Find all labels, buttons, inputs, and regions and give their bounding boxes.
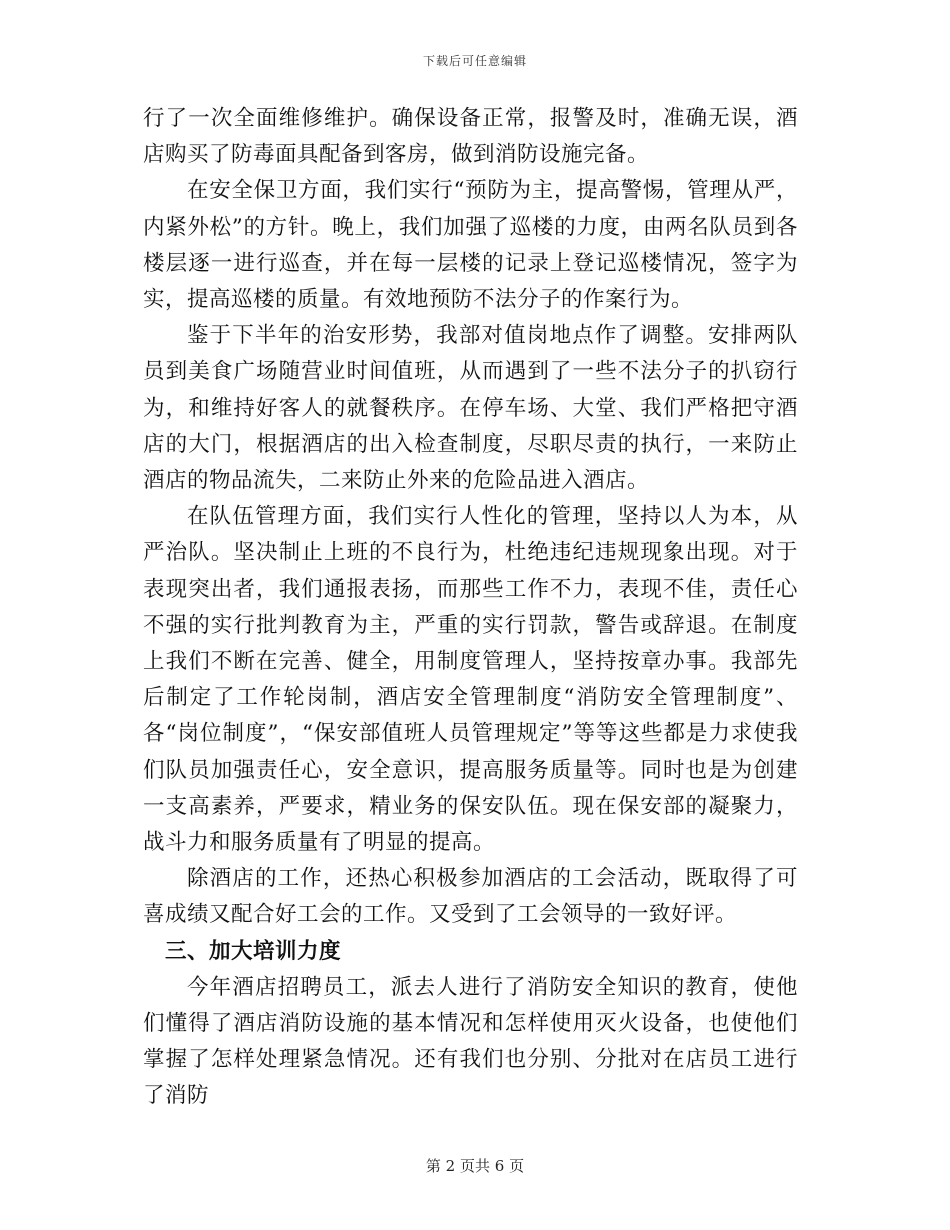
body-paragraph-2: 在安全保卫方面，我们实行“预防为主，提高警惕，管理从严，内紧外松”的方针。晚上，我们加强了巡楼的力度，由两名队员到各楼层逐一进行巡查，并在每一层楼的记录上登记巡楼情况，签字为实，提高巡楼的质量。有效地预防不法分子的作案行为。	[143, 178, 798, 313]
body-paragraph-6: 今年酒店招聘员工，派去人进行了消防安全知识的教育，使他们懂得了酒店消防设施的基本情况和怎样使用灭火设备，也使他们掌握了怎样处理紧急情况。还有我们也分别、分批对在店员工进行了消防	[143, 974, 798, 1109]
body-paragraph-4: 在队伍管理方面，我们实行人性化的管理，坚持以人为本，从严治队。坚决制止上班的不良行为，杜绝违纪违规现象出现。对于表现突出者，我们通报表扬，而那些工作不力，表现不佳，责任心不强的实行批判教育为主，严重的实行罚款，警告或辞退。在制度上我们不断在完善、健全，用制度管理人，坚持按章办事。我部先后制定了工作轮岗制，酒店安全管理制度“消防安全管理制度”、各“岗位制度”，“保安部值班人员管理规定”等等这些都是力求使我们队员加强责任心，安全意识，提高服务质量等。同时也是为创建一支高素养，严要求，精业务的保安队伍。现在保安部的凝聚力，战斗力和服务质量有了明显的提高。	[143, 504, 798, 856]
section-heading: 三、加大培训力度	[165, 938, 342, 964]
page-number: 第 2 页共 6 页	[425, 1157, 525, 1175]
body-paragraph-3: 鉴于下半年的治安形势，我部对值岗地点作了调整。安排两队员到美食广场随营业时间值班，从而遇到了一些不法分子的扒窃行为，和维持好客人的就餐秩序。在停车场、大堂、我们严格把守酒店的大门，根据酒店的出入检查制度，尽职尽责的执行，一来防止酒店的物品流失，二来防止外来的危险品进入酒店。	[143, 323, 798, 494]
body-paragraph-5: 除酒店的工作，还热心积极参加酒店的工会活动，既取得了可喜成绩又配合好工会的工作。又受到了工会领导的一致好评。	[143, 866, 798, 928]
body-paragraph-1: 行了一次全面维修维护。确保设备正常，报警及时，准确无误，酒店购买了防毒面具配备到客房，做到消防设施完备。	[143, 106, 798, 168]
document-body	[143, 101, 798, 1115]
page-header-note: 下载后可任意编辑	[422, 54, 527, 68]
